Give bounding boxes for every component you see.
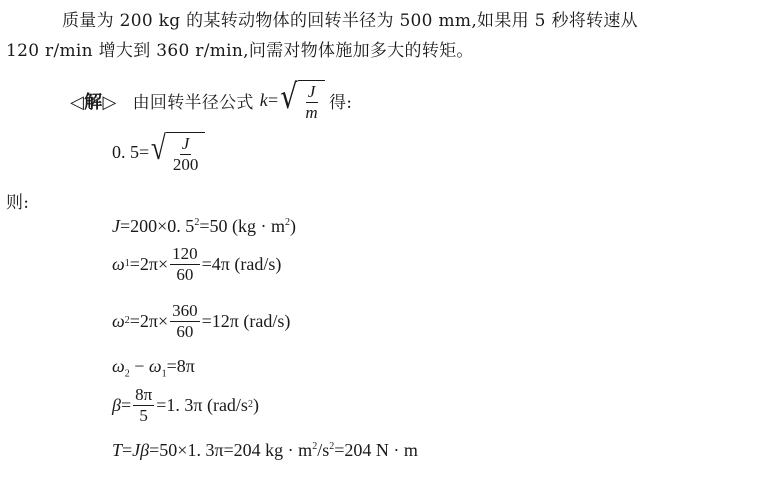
eq7-rhs-c: =204 N · m <box>334 440 418 460</box>
equation-1 <box>112 132 205 174</box>
eq6-beta: β <box>112 394 121 415</box>
eq7-exp-a: 2 <box>312 441 318 452</box>
solution-tag: ◁解▷ <box>70 91 117 113</box>
eq3-denominator: 60 <box>176 264 194 284</box>
eq5-rhs: =8π <box>166 356 195 376</box>
eq7-eq: = <box>122 440 133 460</box>
problem-line-2: 120 r/min 增大到 360 r/min,问需对物体施加多大的转矩。 <box>6 41 474 61</box>
eq7-rhs-b: /s <box>317 440 330 460</box>
equation-3: ω 1 =2π× $\frac{120}{60}$ =4π (rad/s) <box>112 244 282 284</box>
eq1-lhs: 0. 5= <box>112 142 150 163</box>
eq5-omega-a: ω <box>112 356 125 376</box>
k-variable: k <box>259 90 268 111</box>
eq5-sub-b: 1 <box>161 368 167 380</box>
eq2-J: J <box>112 216 120 236</box>
eq3-omega: ω <box>112 253 125 274</box>
eq7-J: J <box>132 440 141 460</box>
eq3-numerator: 120 <box>172 244 198 263</box>
eq2-unit-exp: 2 <box>284 217 290 228</box>
equation-7 <box>112 440 418 461</box>
eq1-denominator: 200 <box>172 154 199 174</box>
eq4-numerator: 360 <box>172 301 198 320</box>
formula-denominator: m <box>305 102 318 122</box>
eq6-eq: = <box>120 394 132 415</box>
equation-6: β = $\frac{8\pi}{5}$ =1. 3π (rad/s 2 ) <box>112 385 259 425</box>
eq6-denominator: 5 <box>139 405 148 425</box>
eq4-rhs-a: =2π× <box>129 310 169 331</box>
eq4-omega: ω <box>112 310 125 331</box>
equation-4: ω 2 =2π× $\frac{360}{60}$ =12π (rad/s) <box>112 301 291 341</box>
intro-prefix: 由回转半径公式 <box>132 93 254 114</box>
eq7-exp-b: 2 <box>329 441 335 452</box>
eq2-rhs-b: =50 (kg · m <box>199 216 285 236</box>
problem-line-1: 质量为 200 kg 的某转动物体的回转半径为 500 mm,如果用 5 秒将转速从 <box>62 11 638 31</box>
eq1-sqrt: √ $\frac{J}{200}$ <box>149 132 205 174</box>
eq2-close: ) <box>289 216 296 236</box>
eq3-rhs-b: =4π (rad/s) <box>201 253 282 274</box>
eq5-minus: − <box>129 356 149 376</box>
eq2-rhs-a: =200×0. 5 <box>120 216 195 236</box>
equation-2 <box>112 216 296 237</box>
eq4-denominator: 60 <box>176 321 194 341</box>
eq7-beta: β <box>140 440 150 460</box>
intro-equals: = <box>268 90 279 111</box>
eq5-sub-a: 2 <box>124 368 130 380</box>
intro-suffix: 得: <box>329 93 353 114</box>
then-label: 则: <box>6 193 30 213</box>
eq7-rhs-a: =50×1. 3π=204 kg · m <box>149 440 313 460</box>
eq2-exp: 2 <box>194 217 200 228</box>
eq3-rhs-a: =2π× <box>129 253 169 274</box>
eq6-rhs-a: =1. 3π (rad/s <box>156 394 248 415</box>
sqrt-formula: √ $\frac{J}{m}$ <box>278 80 325 122</box>
eq6-numerator: 8π <box>135 385 153 404</box>
eq4-rhs-b: =12π (rad/s) <box>201 310 291 331</box>
formula-numerator: J <box>307 82 316 101</box>
solution-intro <box>70 77 353 122</box>
eq6-close: ) <box>252 394 259 415</box>
equation-5 <box>112 356 195 380</box>
eq5-omega-b: ω <box>148 356 162 376</box>
eq1-numerator: J <box>181 134 190 153</box>
eq7-T: T <box>112 440 123 460</box>
